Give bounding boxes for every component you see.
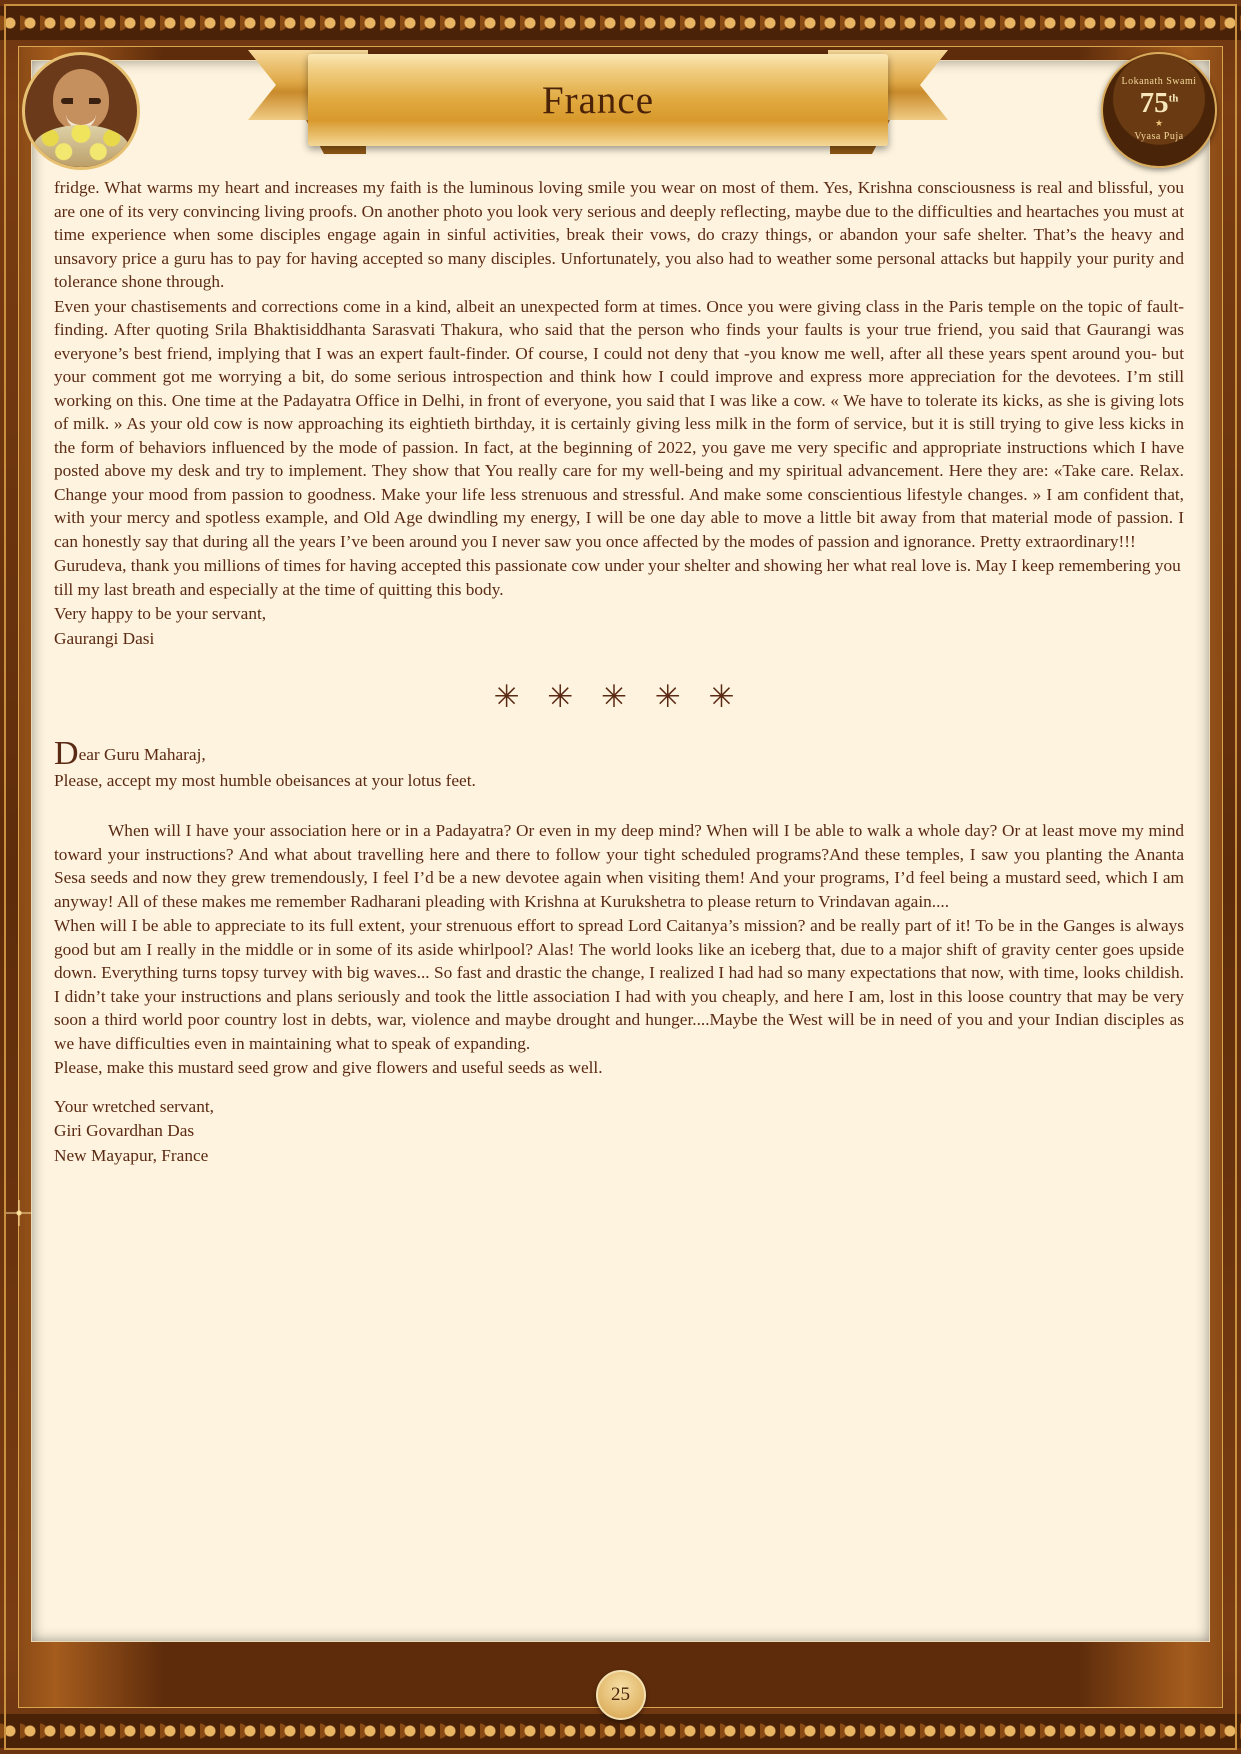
salutation-rest: ear Guru Maharaj, xyxy=(78,745,206,765)
spacer xyxy=(54,1081,1184,1095)
seal-bottom-text: Vyasa Puja xyxy=(1134,131,1184,142)
paragraph: When will I have your association here or in a Padayatra? Or even in my deep mind? When will I be able to walk a whole day? Or at least move my mind toward your instructions? And what about travelling here and there to follow your tight scheduled programs?And these temples, I saw you planting the Ananta Sesa seeds and now they grew tremendously, I feel I’d be a new devotee again when visiting them! And your programs, I’d feel being a mustard seed, which I am anyway! All of these makes me remember Radharani pleading with Krishna at Kurukshetra to please return to Vrindavan again.... xyxy=(54,821,1184,911)
seal-number xyxy=(1140,89,1179,118)
signature-name: Gaurangi Dasi xyxy=(54,628,155,648)
seal-top-text: Lokanath Swami xyxy=(1121,76,1197,87)
paragraph: Even your chastisements and corrections come in a kind, albeit an unexpected form at times. Once you were giving class in the Paris temple on the topic of fault-finding. After quoting Srila Bhaktisiddhanta Sarasvati Thakura, who said that the person who finds your faults is your true friend, you said that Gaurangi was everyone’s best friend, implying that I was an expert fault-finder. Of course, I could not deny that -you know me well, after all these years spent around you- but your comment got me worrying a bit, do some serious introspection and think how I could improve and express more appreciation for the devotees. I’m still working on this. One time at the Padayatra Office in Delhi, in front of everyone, you said that I was like a cow. « We have to tolerate its kicks, as she is giving lots of milk. » As your old cow is now approaching its eightieth birthday, it is certainly giving less milk in the form of service, but it is still trying to give less kicks in the form of behaviors influenced by the mode of passion. In fact, at the beginning of 2022, you gave me very specific and appropriate instructions which I have posted above my desk and try to implement. They show that You really care for my well-being and my spiritual advancement. Here they are: «Take care. Relax. Change your mood from passion to goodness. Make your life less strenuous and stressful. And make some conscientious lifestyle changes. » I am confident that, with your mercy and spotless example, and Old Age dwindling my energy, I will be one day able to move a little bit away from that material mode of passion. I can honestly say that during all the years I’ve been around you I never saw you once affected by the modes of passion and ignorance. Pretty extraordinary!!! xyxy=(54,296,1184,551)
frame-pattern-top xyxy=(0,6,1241,40)
paragraph: When will I be able to appreciate to its full extent, your strenuous effort to spread Lord Caitanya’s mission? and be really part of it! To be in the Ganges is always good but am I really in the middle or in some of its aside whirlpool? Alas! The world looks like an iceberg that, due to a major shift of gravity center goes upside down. Everything turns topsy turvey with big waves... So fast and drastic the change, I realized I had had so many expectations that now, with time, looks childish. I didn’t take your instructions and plans seriously and took the little association I had with you cheaply, and here I am, lost in this loose country that may be very soon a third world poor country lost in debts, war, violence and maybe drought and hunger....Maybe the West will be in need of you and your Indian disciples as we have difficulties even in maintaining what to speak of expanding. xyxy=(54,916,1184,1053)
letter-content xyxy=(54,176,1184,1168)
dropcap-letter: D xyxy=(54,735,79,773)
header-ribbon xyxy=(248,40,948,165)
vyasa-puja-seal xyxy=(1101,52,1217,168)
seal-number-value: 75 xyxy=(1139,87,1169,119)
signature-name: Giri Govardhan Das xyxy=(54,1121,195,1141)
signature-location: New Mayapur, France xyxy=(54,1145,209,1165)
signature-line: Your wretched servant, xyxy=(54,1096,214,1116)
paragraph: Gurudeva, thank you millions of times for having accepted this passionate cow under your shelter and showing her what real love is. May I keep remembering you till my last breath and especially at the time of quitting this body. xyxy=(54,556,1181,599)
sparkle-decoration xyxy=(6,1200,32,1226)
section-divider: ✳ ✳ ✳ ✳ ✳ xyxy=(493,679,745,715)
guru-portrait-avatar xyxy=(22,52,140,170)
page-number-badge: 25 xyxy=(596,1670,646,1720)
paragraph: fridge. What warms my heart and increases my faith is the luminous loving smile you wear on most of them. Yes, Krishna consciousness is real and blissful, you are one of its very convincing living proofs. On another photo you look very serious and deeply reflecting, maybe due to the difficulties and heartaches you must at time experience when some disciples engage again in sinful activities, break their vows, do crazy things, or abandon your safe shelter. That’s the heavy and unsavory price a guru has to pay for having accepted so many disciples. Unfortunately, you also had to weather some personal attacks but happily your purity and tolerance shone through. xyxy=(54,178,1184,292)
ribbon-banner xyxy=(308,54,888,146)
avatar-eyes xyxy=(61,98,101,104)
letter-gaurangi xyxy=(54,176,1184,650)
letter-giri-govardhan xyxy=(54,735,1184,1167)
signature-line: Very happy to be your servant, xyxy=(54,604,267,624)
obeisance-line: Please, accept my most humble obeisances at your lotus feet. xyxy=(54,770,476,790)
spacer xyxy=(54,793,1184,819)
page-title: France xyxy=(541,78,655,122)
salutation xyxy=(54,735,1184,773)
seal-star-icon: ★ xyxy=(1154,118,1164,128)
seal-number-suffix: th xyxy=(1168,92,1179,105)
paragraph: Please, make this mustard seed grow and give flowers and useful seeds as well. xyxy=(54,1058,603,1078)
avatar-garland xyxy=(33,125,129,170)
